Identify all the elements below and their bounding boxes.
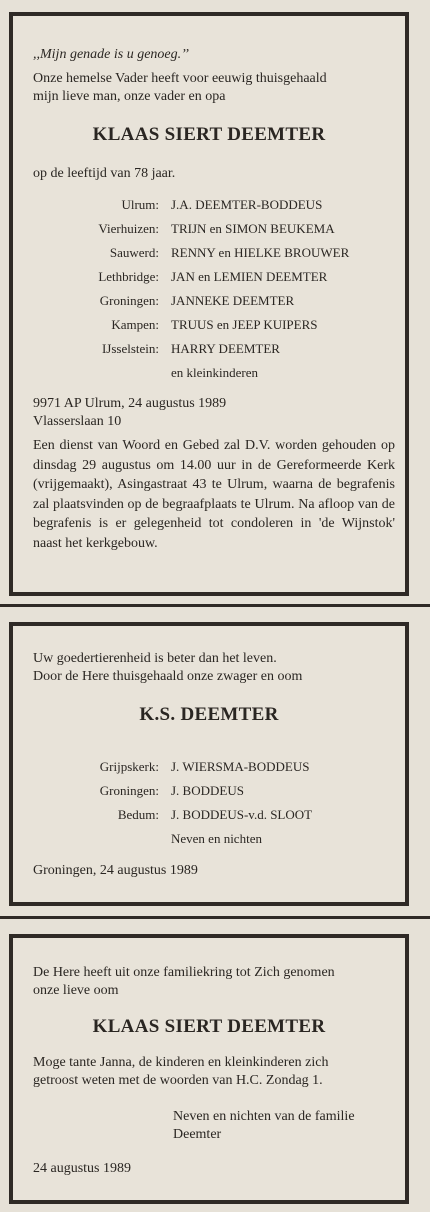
signature-line: Neven en nichten van de familie xyxy=(173,1109,355,1124)
address-line: Vlasserslaan 10 xyxy=(33,414,122,429)
body-line: getroost weten met de woorden van H.C. Zondag 1. xyxy=(33,1073,323,1088)
intro-line: onze lieve oom xyxy=(33,983,119,998)
relative-names: RENNY en HIELKE BROUWER xyxy=(171,245,350,260)
relative-names: JANNEKE DEEMTER xyxy=(171,293,295,308)
intro-line: Onze hemelse Vader heeft voor eeuwig thuisgehaald xyxy=(33,71,327,86)
relative-names: J.A. DEEMTER-BODDEUS xyxy=(171,197,323,212)
death-notice-3 xyxy=(9,934,409,1204)
relative-names: JAN en LEMIEN DEEMTER xyxy=(171,269,328,284)
body-line: Moge tante Janna, de kinderen en kleinkinderen zich xyxy=(33,1055,329,1070)
relative-place: Sauwerd: xyxy=(109,245,159,260)
relative-names: TRIJN en SIMON BEUKEMA xyxy=(171,221,335,236)
relative-place: IJsselstein: xyxy=(101,341,159,356)
relative-place: Groningen: xyxy=(99,783,159,798)
intro-line: Uw goedertierenheid is beter dan het leven. xyxy=(33,651,277,666)
relative-place: Bedum: xyxy=(117,807,159,822)
relative-names: HARRY DEEMTER xyxy=(171,341,280,356)
deceased-name: KLAAS SIERT DEEMTER xyxy=(92,124,326,145)
nephews-line: Neven en nichten xyxy=(171,831,262,846)
signature-line: Deemter xyxy=(173,1127,222,1142)
relative-names: TRUUS en JEEP KUIPERS xyxy=(171,317,318,332)
deceased-name: K.S. DEEMTER xyxy=(139,704,279,725)
relative-place: Vierhuizen: xyxy=(98,221,159,236)
relative-place: Grijpskerk: xyxy=(99,759,159,774)
relative-names: J. WIERSMA-BODDEUS xyxy=(171,759,310,774)
separator-rule xyxy=(0,916,430,919)
deceased-name: KLAAS SIERT DEEMTER xyxy=(92,1016,326,1037)
intro-line: mijn lieve man, onze vader en opa xyxy=(33,89,226,104)
relative-names: J. BODDEUS-v.d. SLOOT xyxy=(171,807,313,822)
intro-line: De Here heeft uit onze familiekring tot Zich genomen xyxy=(33,965,335,980)
death-notice-2 xyxy=(9,622,409,906)
relative-place: Groningen: xyxy=(99,293,159,308)
relative-place: Kampen: xyxy=(111,317,159,332)
relative-place: Ulrum: xyxy=(121,197,159,212)
intro-line: Door de Here thuisgehaald onze zwager en oom xyxy=(33,669,303,684)
bible-quote: ,,Mijn genade is u genoeg.’’ xyxy=(33,47,189,62)
death-notice-1 xyxy=(9,12,409,596)
separator-rule xyxy=(0,604,430,607)
date-line: 24 augustus 1989 xyxy=(33,1161,131,1176)
address-line: 9971 AP Ulrum, 24 augustus 1989 xyxy=(33,396,227,411)
date-line: Groningen, 24 augustus 1989 xyxy=(33,863,198,878)
relative-place: Lethbridge: xyxy=(98,269,159,284)
age-line: op de leeftijd van 78 jaar. xyxy=(33,166,176,181)
relative-names: J. BODDEUS xyxy=(171,783,244,798)
grandchildren-line: en kleinkinderen xyxy=(171,365,258,380)
service-paragraph: Een dienst van Woord en Gebed zal D.V. worden gehouden op dinsdag 29 augustus om 14.00 uur in de Gereformeerde Kerk (vrijgemaakt), Asingastraat 43 te Ulrum, waarna de begrafenis zal plaatsvinden op de begraafplaats te Ulrum. Na afloop van de begrafenis is er gelegenheid tot condoleren in 'de Wijnstok' naast het kerkgebouw. xyxy=(33,438,395,551)
